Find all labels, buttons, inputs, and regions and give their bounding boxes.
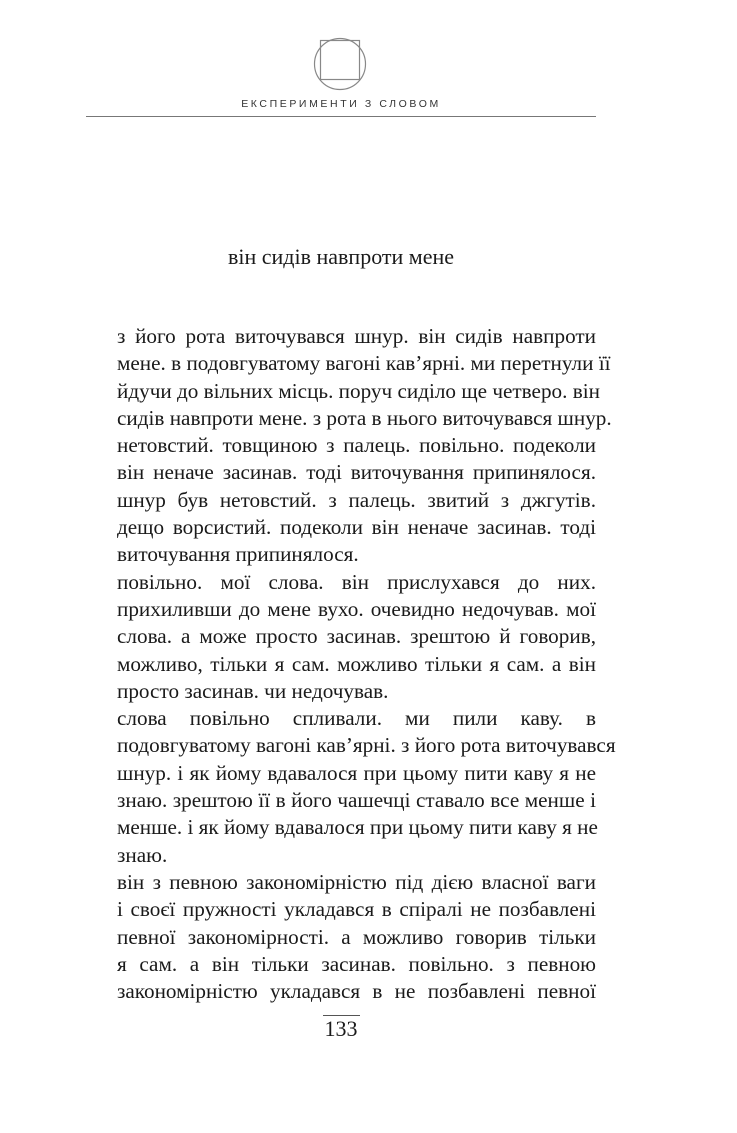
text-line: нетовстий. товщиною з палець. повільно. подеколи [117, 433, 596, 458]
text-line: дещо ворсистий. подеколи він неначе засинав. тоді [117, 515, 596, 540]
page-number [86, 1016, 596, 1042]
text-line: виточування припинялося. [117, 542, 359, 567]
text-line: я сам. а він тільки засинав. повільно. з певною [117, 951, 596, 976]
paragraph [86, 569, 596, 705]
text-line: слова. а може просто засинав. зрештою й говорив, [117, 624, 596, 649]
circle-square-emblem-icon [313, 37, 367, 91]
text-line: можливо, тільки я сам. можливо тільки я сам. а він [117, 651, 596, 676]
text-line: закономірністю укладався в не позбавлені певної [117, 979, 596, 1004]
text-line: певної закономірності. а можливо говорив тільки [117, 924, 596, 949]
text-line: сидів навпроти мене. з рота в нього виточувався шнур. [117, 405, 612, 430]
text-line: з його рота виточувався шнур. він сидів навпроти [117, 324, 596, 348]
text-line: він неначе засинав. тоді виточування припинялося. [117, 460, 596, 485]
page-number-value: 133 [324, 1016, 358, 1041]
text-line: прихиливши до мене вухо. очевидно недочував. мої [117, 596, 596, 621]
text-line: менше. і як йому вдавалося при цьому пити каву я не [117, 815, 598, 840]
poem-title: він сидів навпроти мене [227, 244, 455, 269]
text-line: шнур. і як йому вдавалося при цьому пити каву я не [117, 760, 596, 785]
text-line: знаю. зрештою її в його чашечці ставало все менше і [117, 788, 596, 813]
text-line: йдучи до вільних місць. поруч сиділо ще четверо. він [117, 378, 600, 403]
paragraph [86, 705, 616, 869]
text-line: і своєї пружності укладався в спіралі не позбавлені [117, 897, 596, 922]
text-line: подовгуватому вагоні кав’ярні. з його рота виточувався [117, 733, 616, 758]
text-line: мене. в подовгуватому вагоні кав’ярні. ми перетнули її [117, 351, 611, 376]
paragraph [86, 432, 596, 568]
text-line: він з певною закономірністю під дією власної ваги [117, 869, 596, 894]
text-line: знаю. [117, 842, 168, 867]
text-line: повільно. мої слова. він прислухався до них. [117, 569, 596, 594]
paragraph [86, 869, 596, 1005]
paragraph [86, 323, 612, 432]
text-line: слова повільно спливали. ми пили каву. в [117, 706, 596, 731]
running-head: ЕКСПЕРИМЕНТИ З СЛОВОМ [241, 98, 441, 110]
text-line: шнур був нетовстий. з палець. звитий з джгутів. [117, 487, 596, 512]
text-line: просто засинав. чи недочував. [117, 678, 389, 703]
header-rule [86, 116, 596, 117]
body-text [86, 323, 616, 1005]
